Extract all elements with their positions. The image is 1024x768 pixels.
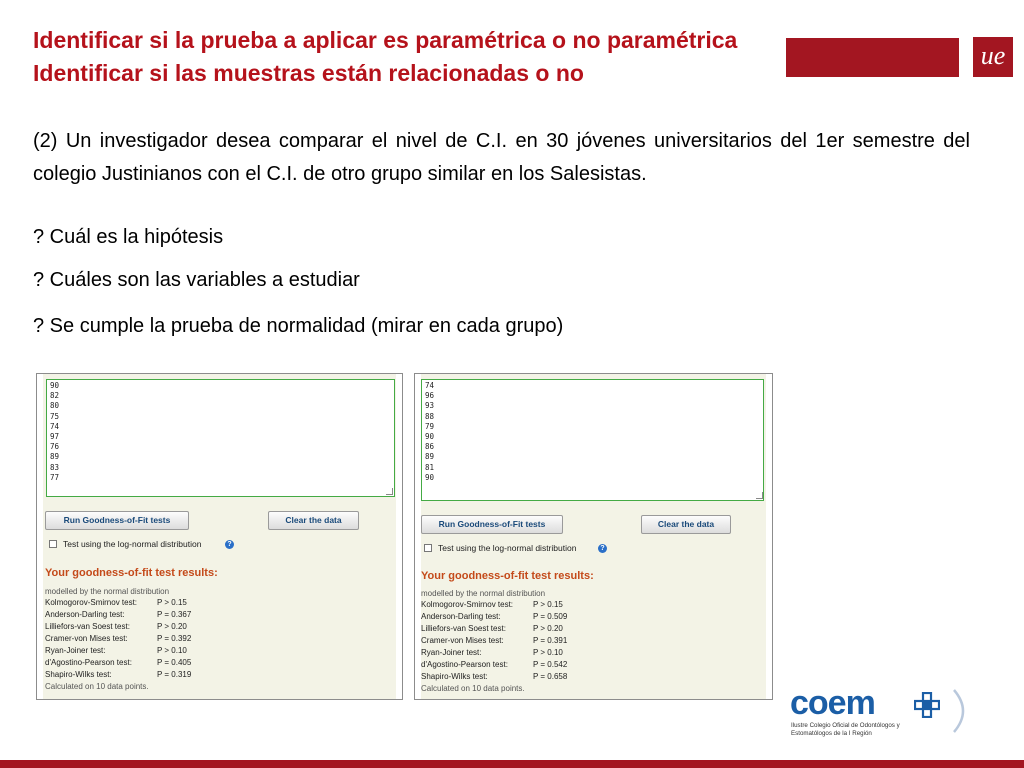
test-name: Anderson-Darling test: [421,612,501,621]
modelled-by-text: modelled by the normal distribution [45,587,170,596]
test-p-value: P > 0.10 [157,646,187,655]
coem-subtitle-line-2: Estomatólogos de la I Región [791,729,872,737]
title-line-1: Identificar si la prueba a aplicar es paramétrica o no paramétrica [33,27,738,53]
test-row-cvm [45,634,191,643]
test-name: Cramer-von Mises test: [45,634,128,643]
test-p-value: P = 0.658 [533,672,568,681]
test-name: d'Agostino-Pearson test: [45,658,132,667]
question-text: (2) Un investigador desea comparar el nivel de C.I. en 30 jóvenes universitarios del 1er semestre del colegio Justinianos con el C.I. de otro grupo similar en los Salesistas. [33,130,970,185]
test-p-value: P = 0.392 [157,634,192,643]
bullet-normality: ? Se cumple la prueba de normalidad (mirar en cada grupo) [33,315,564,337]
test-row-dp [45,658,191,667]
lognormal-label: Test using the log-normal distribution [438,543,577,553]
test-name: Anderson-Darling test: [45,610,125,619]
test-name: Ryan-Joiner test: [421,648,482,657]
title-line-2: Identificar si las muestras están relacionadas o no [33,60,584,86]
resize-handle-icon[interactable] [756,492,763,499]
test-p-value: P > 0.15 [157,598,187,607]
ue-logo-icon: ue [973,37,1013,77]
results-title: Your goodness-of-fit test results: [45,567,218,579]
results-title: Your goodness-of-fit test results: [421,570,594,582]
test-row-sw [421,672,567,681]
run-tests-button[interactable]: Run Goodness-of-Fit tests [45,511,189,530]
data-input-textarea[interactable]: 74 96 93 88 79 90 86 89 81 90 [421,379,764,501]
bullet-hypothesis: ? Cuál es la hipótesis [33,226,224,248]
test-name: Ryan-Joiner test: [45,646,106,655]
coem-subtitle-line-1: Ilustre Colegio Oficial de Odontólogos y [791,722,900,729]
test-p-value: P > 0.20 [157,622,187,631]
test-p-value: P = 0.542 [533,660,568,669]
resize-handle-icon[interactable] [386,488,393,495]
clear-data-button[interactable]: Clear the data [268,511,359,530]
test-row-ad [421,612,567,621]
test-row-sw [45,670,191,679]
test-row-ad [45,610,191,619]
test-row-ks [421,600,563,609]
test-name: Kolmogorov-Smirnov test: [45,598,138,607]
test-name: Kolmogorov-Smirnov test: [421,600,514,609]
slide-title [33,24,793,90]
help-icon[interactable]: ? [225,540,234,549]
test-row-ks [45,598,187,607]
test-name: Shapiro-Wilks test: [45,670,112,679]
test-p-value: P > 0.15 [533,600,563,609]
clear-data-button[interactable]: Clear the data [641,515,731,534]
test-row-rj [45,646,187,655]
test-p-value: P = 0.367 [157,610,192,619]
test-name: Shapiro-Wilks test: [421,672,488,681]
test-p-value: P > 0.10 [533,648,563,657]
panel-background [421,374,766,699]
bullet-variables: ? Cuáles son las variables a estudiar [33,269,360,291]
test-p-value: P > 0.20 [533,624,563,633]
coem-arc-icon [950,688,974,734]
lognormal-label: Test using the log-normal distribution [63,539,202,549]
test-name: Lilliefors-van Soest test: [45,622,130,631]
test-row-dp [421,660,567,669]
gof-panel-2 [414,373,773,700]
test-p-value: P = 0.509 [533,612,568,621]
test-p-value: P = 0.405 [157,658,192,667]
test-name: Cramer-von Mises test: [421,636,504,645]
coem-subtitle [791,722,900,737]
test-p-value: P = 0.391 [533,636,568,645]
modelled-by-text: modelled by the normal distribution [421,589,546,598]
lognormal-checkbox[interactable] [424,544,432,552]
header-red-bar [786,38,959,77]
data-input-textarea[interactable]: 90 82 80 75 74 97 76 89 83 77 [46,379,395,497]
run-tests-button[interactable]: Run Goodness-of-Fit tests [421,515,563,534]
calculated-text: Calculated on 10 data points. [421,684,525,693]
footer-red-bar [0,760,1024,768]
coem-wordmark: coem [790,684,875,722]
coem-cross-icon [914,692,940,718]
test-name: d'Agostino-Pearson test: [421,660,508,669]
test-row-cvm [421,636,567,645]
help-icon[interactable]: ? [598,544,607,553]
test-row-lvs [421,624,563,633]
panel-background [43,374,396,699]
calculated-text: Calculated on 10 data points. [45,682,149,691]
test-row-lvs [45,622,187,631]
test-row-rj [421,648,563,657]
lognormal-checkbox[interactable] [49,540,57,548]
gof-panel-1 [36,373,403,700]
test-p-value: P = 0.319 [157,670,192,679]
test-name: Lilliefors-van Soest test: [421,624,506,633]
